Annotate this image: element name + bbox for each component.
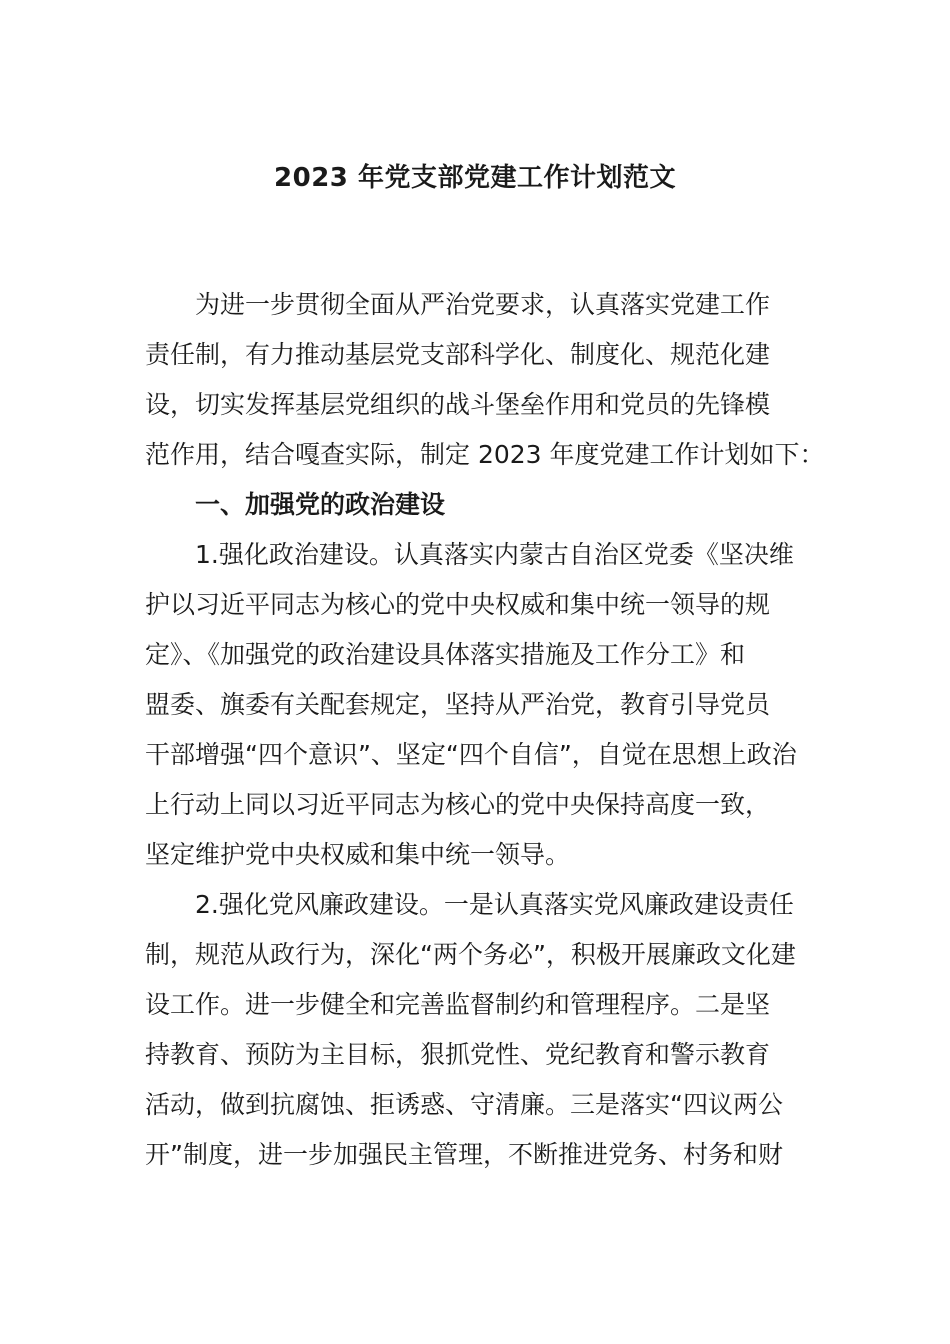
item-1-paragraph-line: 护以习近平同志为核心的党中央权威和集中统一领导的规: [145, 590, 771, 619]
section-heading: 一、加强党的政治建设: [195, 490, 446, 519]
document-body: [145, 280, 825, 1180]
item-1-paragraph-line: 1.强化政治建设。认真落实内蒙古自治区党委《坚决维: [195, 540, 794, 569]
intro-paragraph-line: 设，切实发挥基层党组织的战斗堡垒作用和党员的先锋模: [145, 390, 771, 419]
item-1-paragraph-line: 干部增强“四个意识”、坚定“四个自信”，自觉在思想上政治: [145, 740, 797, 769]
item-2-paragraph-line: 设工作。进一步健全和完善监督制约和管理程序。二是坚: [145, 990, 771, 1019]
item-1-paragraph-line: 坚定维护党中央权威和集中统一领导。: [145, 840, 571, 869]
item-2-paragraph-line: 开”制度，进一步加强民主管理，不断推进党务、村务和财: [145, 1140, 783, 1169]
item-1-paragraph-line: 盟委、旗委有关配套规定，坚持从严治党，教育引导党员: [145, 690, 771, 719]
item-2-paragraph-line: 制，规范从政行为，深化“两个务必”，积极开展廉政文化建: [145, 940, 796, 969]
item-1-paragraph-line: 定》、《加强党的政治建设具体落实措施及工作分工》和: [145, 640, 746, 669]
intro-paragraph-line: 范作用，结合嘎查实际，制定 2023 年度党建工作计划如下：: [145, 440, 825, 469]
document-title: 2023 年党支部党建工作计划范文: [274, 163, 676, 193]
intro-paragraph-line: 责任制，有力推动基层党支部科学化、制度化、规范化建: [145, 340, 771, 369]
item-1-paragraph-line: 上行动上同以习近平同志为核心的党中央保持高度一致，: [145, 790, 771, 819]
item-2-paragraph-line: 2.强化党风廉政建设。一是认真落实党风廉政建设责任: [195, 890, 794, 919]
item-2-paragraph-line: 活动，做到抗腐蚀、拒诱惑、守清廉。三是落实“四议两公: [145, 1090, 783, 1119]
item-2-paragraph-line: 持教育、预防为主目标，狠抓党性、党纪教育和警示教育: [145, 1040, 771, 1069]
intro-paragraph-line: 为进一步贯彻全面从严治党要求，认真落实党建工作: [195, 290, 771, 319]
